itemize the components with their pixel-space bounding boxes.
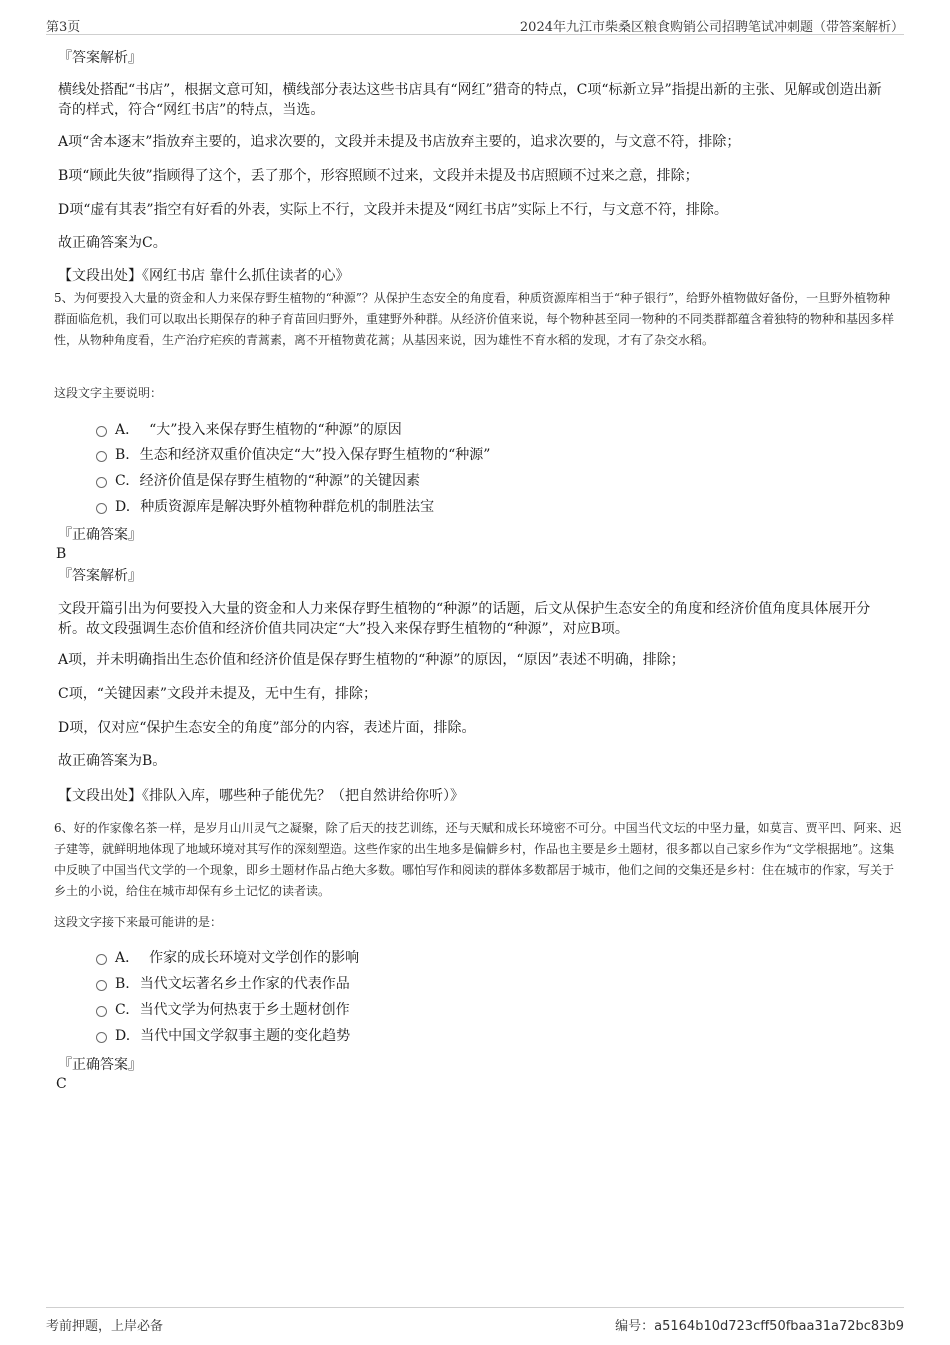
code-label: 编号： bbox=[615, 1319, 655, 1334]
q5-conclusion: 故正确答案为B。 bbox=[58, 753, 167, 769]
q4-source: 【文段出处】《网红书店 靠什么抓住读者的心》 bbox=[58, 268, 350, 284]
q6-stem: 6、好的作家像名茶一样，是岁月山川灵气之凝聚，除了后天的技艺训练，还与天赋和成长环境密不可分。中国当代文坛的中坚力量，如莫言、贾平凹、阿来、迟子建等，就鲜明地体现了地域环境对其写作的深刻塑造。这些作家的出生地多是偏僻乡村，作品也主要是乡土题材，很多都以自己家乡作为“文学根据地”。这集中反映了中国当代文学的一个现象，即乡土题材作品占绝大多数。哪怕写作和阅读的群体多数都居于城市，他们之间的交集还是乡村：住在城市的作家，写关于乡土的小说，给住在城市却保有乡土记忆的读者读。 bbox=[54, 821, 902, 898]
q6-option-d[interactable]: D. 当代中国文学叙事主题的变化趋势 bbox=[96, 1026, 350, 1046]
page-header bbox=[46, 14, 904, 35]
radio-icon[interactable] bbox=[96, 1032, 107, 1043]
q5-analysis-paragraph: C项，“关键因素”文段并未提及，无中生有，排除； bbox=[58, 686, 378, 702]
q5-analysis-title: 『答案解析』 bbox=[58, 568, 142, 584]
radio-icon[interactable] bbox=[96, 426, 107, 437]
q5-option-d[interactable]: D. 种质资源库是解决野外植物种群危机的制胜法宝 bbox=[96, 497, 434, 517]
radio-icon[interactable] bbox=[96, 503, 107, 514]
radio-icon[interactable] bbox=[96, 477, 107, 488]
page-number: 第3页 bbox=[46, 20, 81, 35]
q5-analysis-paragraph: D项，仅对应“保护生态安全的角度”部分的内容，表述片面，排除。 bbox=[58, 720, 476, 736]
document-title: 2024年九江市柴桑区粮食购销公司招聘笔试冲刺题（带答案解析） bbox=[519, 20, 904, 35]
q4-analysis-paragraph: D项“虚有其表”指空有好看的外表，实际上不行，文段并未提及“网红书店”实际上不行，与文意不符，排除。 bbox=[58, 202, 728, 218]
code-value: a5164b10d723cff50fbaa31a72bc83b9 bbox=[654, 1319, 904, 1334]
q6-question: 这段文字接下来最可能讲的是： bbox=[54, 915, 223, 929]
q4-conclusion: 故正确答案为C。 bbox=[58, 235, 167, 251]
q6-option-a[interactable]: A． 作家的成长环境对文学创作的影响 bbox=[96, 948, 359, 968]
radio-icon[interactable] bbox=[96, 1006, 107, 1017]
q5-stem: 5、为何要投入大量的资金和人力来保存野生植物的“种源”？从保护生态安全的角度看，种质资源库相当于“种子银行”，给野外植物做好备份，一旦野外植物种群面临危机，我们可以取出长期保存的种子育苗回归野外，重建野外种群。从经济价值来说，每个物种甚至同一物种的不同类群都蕴含着独特的物种和基因多样性，从物种角度看，生产治疗疟疾的青蒿素，离不开植物黄花蒿；从基因来说，因为雄性不育水稻的发现，才有了杂交水稻。 bbox=[54, 291, 895, 347]
q5-answer-title: 『正确答案』 bbox=[58, 527, 142, 543]
q5-analysis-paragraph: A项，并未明确指出生态价值和经济价值是保存野生植物的“种源”的原因，“原因”表述不明确，排除； bbox=[58, 652, 685, 668]
q5-analysis-paragraph: 文段开篇引出为何要投入大量的资金和人力来保存野生植物的“种源”的话题，后文从保护生态安全的角度和经济价值角度具体展开分析。故文段强调生态价值和经济价值共同决定“大”投入来保存野生植物的“种源”，对应B项。 bbox=[58, 601, 871, 637]
document-code bbox=[615, 1315, 904, 1334]
q5-answer: B bbox=[56, 546, 67, 562]
q5-question: 这段文字主要说明： bbox=[54, 386, 163, 400]
q4-analysis-title: 『答案解析』 bbox=[58, 50, 142, 66]
q4-analysis-paragraph: A项“舍本逐末”指放弃主要的，追求次要的，文段并未提及书店放弃主要的，追求次要的，与文意不符，排除； bbox=[58, 134, 741, 150]
radio-icon[interactable] bbox=[96, 954, 107, 965]
q5-source: 【文段出处】《排队入库，哪些种子能优先？（把自然讲给你听）》 bbox=[58, 788, 464, 804]
q6-option-b[interactable]: B. 当代文坛著名乡土作家的代表作品 bbox=[96, 974, 350, 994]
q5-option-c[interactable]: C. 经济价值是保存野生植物的“种源”的关键因素 bbox=[96, 471, 420, 491]
q5-option-a[interactable]: A． “大”投入来保存野生植物的“种源”的原因 bbox=[96, 420, 402, 440]
footer-slogan: 考前押题，上岸必备 bbox=[46, 1319, 164, 1334]
radio-icon[interactable] bbox=[96, 451, 107, 462]
q6-option-c[interactable]: C. 当代文学为何热衷于乡土题材创作 bbox=[96, 1000, 350, 1020]
q6-answer: C bbox=[56, 1076, 67, 1092]
q4-analysis-paragraph: 横线处搭配“书店”，根据文意可知，横线部分表达这些书店具有“网红”猎奇的特点，C项“标新立异”指提出新的主张、见解或创造出新奇的样式，符合“网红书店”的特点，当选。 bbox=[58, 82, 882, 118]
q4-analysis-paragraph: B项“顾此失彼”指顾得了这个，丢了那个，形容照顾不过来，文段并未提及书店照顾不过来之意，排除； bbox=[58, 168, 699, 184]
radio-icon[interactable] bbox=[96, 980, 107, 991]
q5-option-b[interactable]: B. 生态和经济双重价值决定“大”投入保存野生植物的“种源” bbox=[96, 445, 490, 465]
q6-answer-title: 『正确答案』 bbox=[58, 1057, 142, 1073]
page-footer bbox=[46, 1307, 904, 1338]
